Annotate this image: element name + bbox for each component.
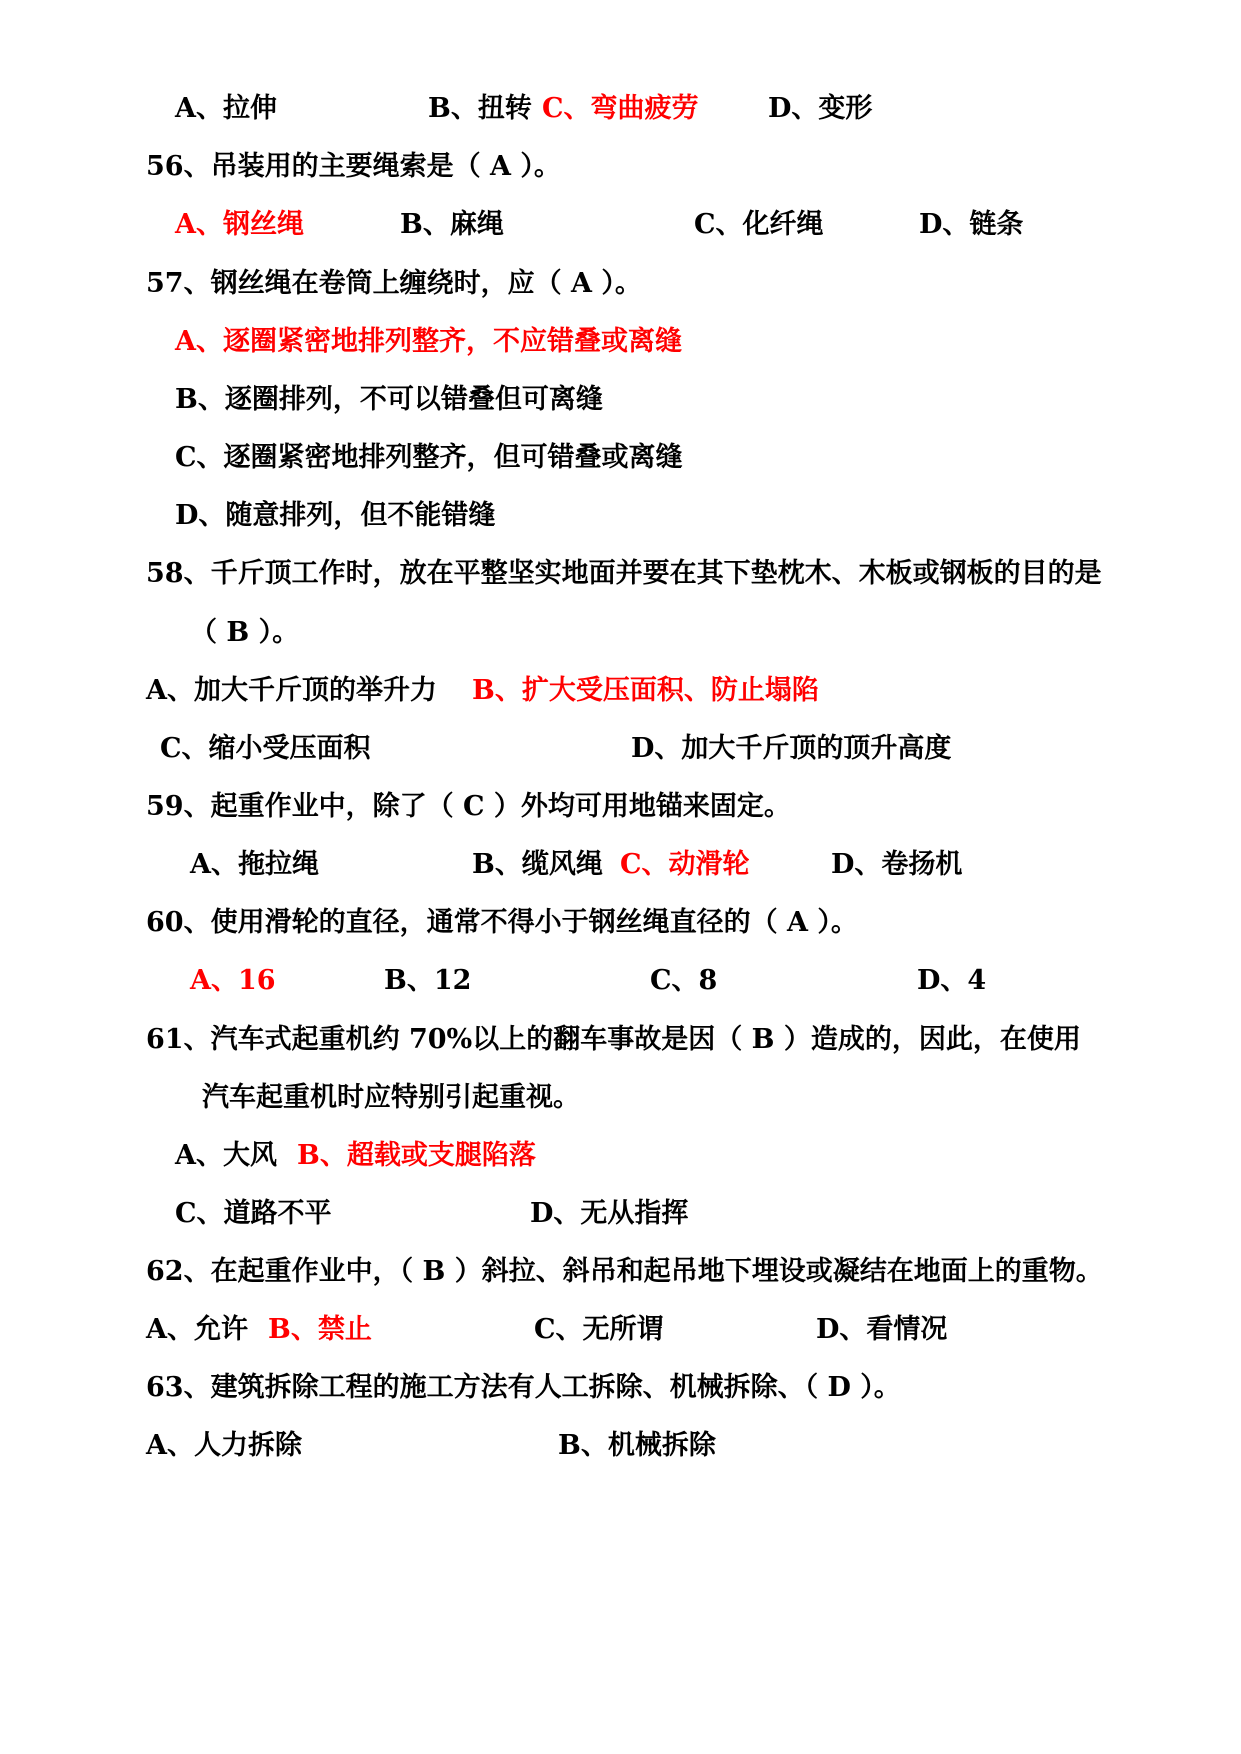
question-text: 63、建筑拆除工程的施工方法有人工拆除、机械拆除、（ D ）。 [146, 1372, 901, 1403]
question-text: 59、起重作业中，除了（ C ）外均可用地锚来固定。 [146, 791, 791, 822]
question-text: 57、钢丝绳在卷筒上缠绕时，应（ A ）。 [146, 268, 642, 299]
answer-text: A、逐圈紧密地排列整齐，不应错叠或离缝 [175, 326, 682, 357]
question-text: 61、汽车式起重机约 70%以上的翻车事故是因（ B ）造成的，因此，在使用 [146, 1024, 1081, 1055]
question-text: B、逐圈排列，不可以错叠但可离缝 [175, 384, 603, 415]
question-text: D、无从指挥 [530, 1198, 689, 1229]
question-text: D、链条 [919, 209, 1024, 240]
question-text: A、允许 [146, 1314, 248, 1345]
question-text: B、麻绳 [400, 209, 504, 240]
question-text: B、扭转 [428, 93, 532, 124]
question-text: D、随意排列，但不能错缝 [175, 500, 496, 531]
question-text: 62、在起重作业中，（ B ）斜拉、斜吊和起吊地下埋设或凝结在地面上的重物。 [146, 1256, 1103, 1287]
answer-text: A、16 [190, 965, 276, 996]
question-text: 56、吊装用的主要绳索是（ A ）。 [146, 151, 561, 182]
question-text: A、拖拉绳 [190, 849, 319, 880]
question-text: C、无所谓 [534, 1314, 664, 1345]
question-text: B、12 [384, 965, 472, 996]
question-text: A、拉伸 [175, 93, 277, 124]
question-text: C、化纤绳 [694, 209, 824, 240]
question-text: D、卷扬机 [831, 849, 963, 880]
question-text: A、大风 [175, 1140, 277, 1171]
question-text: D、变形 [768, 93, 873, 124]
question-text: C、缩小受压面积 [160, 733, 371, 764]
question-text: B、机械拆除 [558, 1430, 716, 1461]
question-text: A、人力拆除 [146, 1430, 302, 1461]
question-text: 58、千斤顶工作时，放在平整坚实地面并要在其下垫枕木、木板或钢板的目的是 [146, 558, 1102, 589]
question-text: B、缆风绳 [472, 849, 603, 880]
question-text: D、看情况 [816, 1314, 948, 1345]
question-text: C、逐圈紧密地排列整齐，但可错叠或离缝 [175, 442, 683, 473]
answer-text: A、钢丝绳 [175, 209, 304, 240]
question-text: C、道路不平 [175, 1198, 332, 1229]
question-text: A、加大千斤顶的举升力 [146, 675, 437, 706]
answer-text: C、弯曲疲劳 [542, 93, 699, 124]
answer-text: B、禁止 [268, 1314, 372, 1345]
answer-text: B、扩大受压面积、防止塌陷 [472, 675, 819, 706]
question-text: D、加大千斤顶的顶升高度 [631, 733, 952, 764]
question-text: 60、使用滑轮的直径，通常不得小于钢丝绳直径的（ A ）。 [146, 907, 858, 938]
question-text: （ B ）。 [190, 617, 300, 648]
answer-text: C、动滑轮 [620, 849, 750, 880]
question-text: D、4 [917, 965, 987, 996]
question-text: C、8 [650, 965, 718, 996]
question-text: 汽车起重机时应特别引起重视。 [202, 1082, 580, 1113]
answer-text: B、超载或支腿陷落 [297, 1140, 536, 1171]
